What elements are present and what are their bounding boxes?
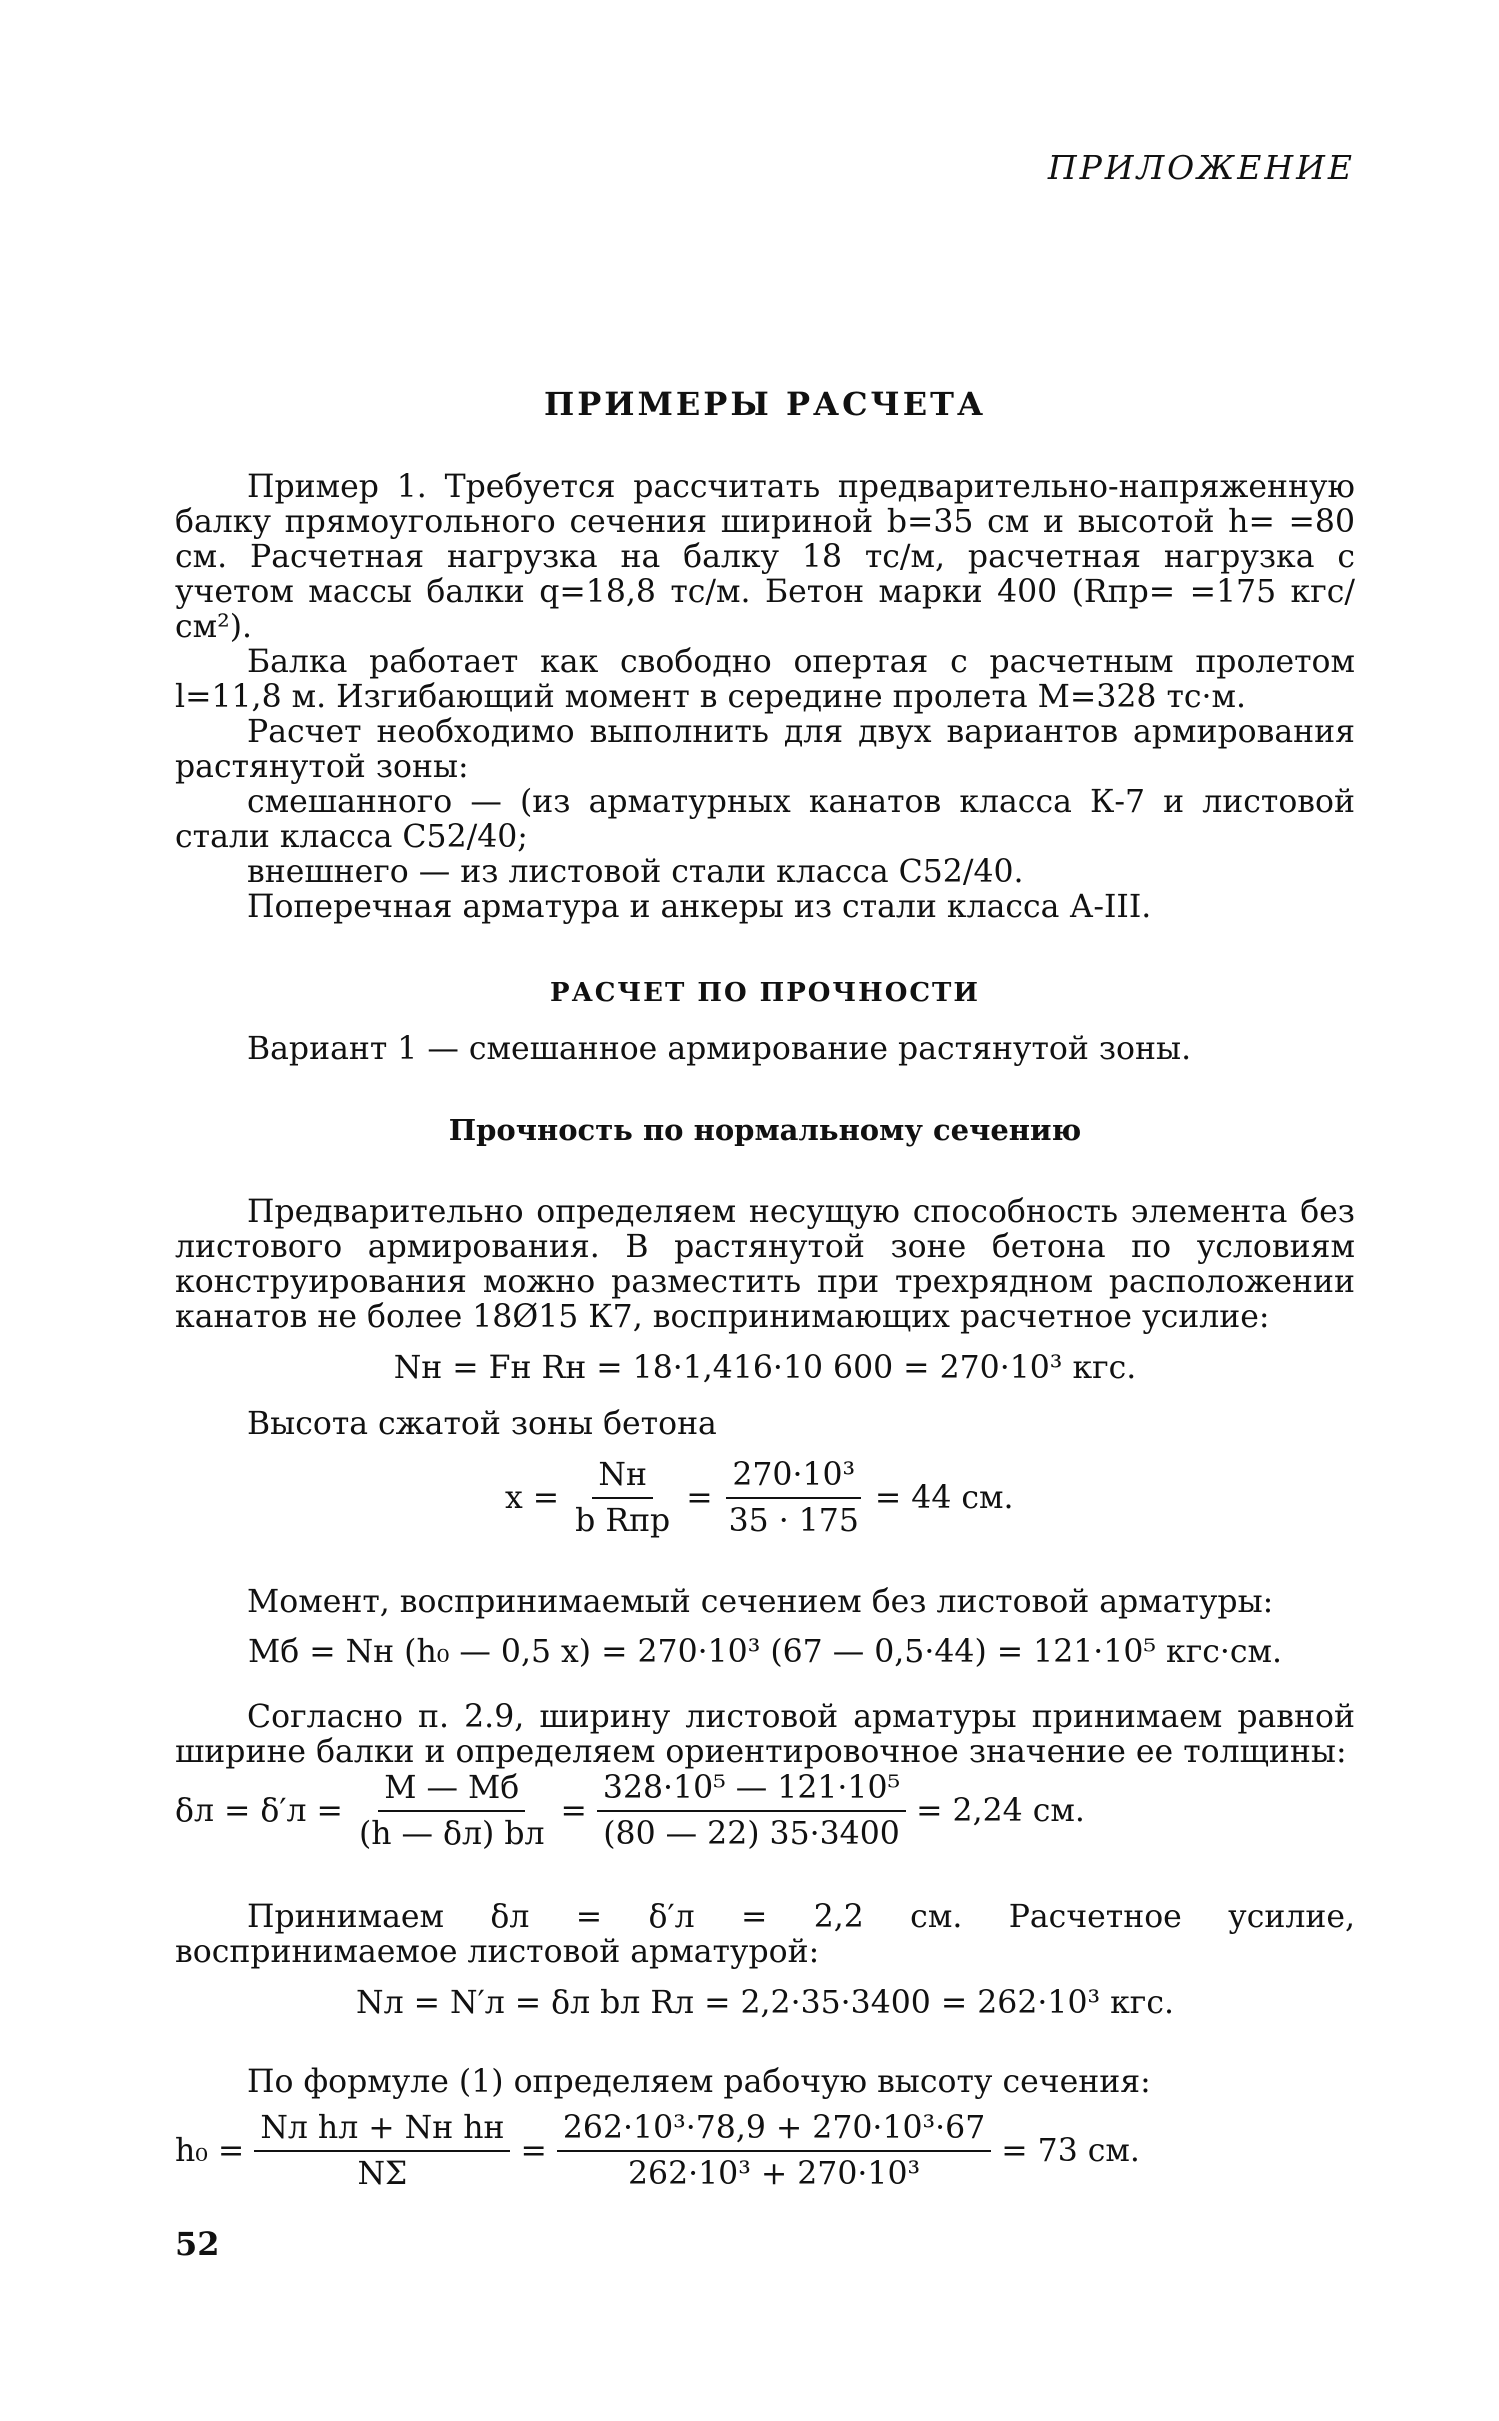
formula-h0-result: = 73 см.: [1001, 2133, 1140, 2169]
formula-x-result: = 44 см.: [874, 1480, 1014, 1516]
formula-h0-lhs: h₀ =: [175, 2133, 245, 2169]
intro-section: [175, 470, 1355, 925]
formula-x-numerator-1: Nн: [592, 1457, 653, 1499]
variant-line: Вариант 1 — смешанное армирование растянутой зоны.: [247, 1031, 1192, 1067]
formula-h0-numerator-2: 262·10³·78,9 + 270·10³·67: [557, 2110, 991, 2152]
page-title: ПРИМЕРЫ РАСЧЕТА: [543, 385, 987, 423]
formula-delta: [175, 1770, 1085, 1852]
formula-h0: [175, 2110, 1140, 2192]
working-height-text: По формуле (1) определяем рабочую высоту сечения:: [247, 2064, 1151, 2100]
moment-text: Момент, воспринимаемый сечением без листовой арматуры:: [247, 1584, 1274, 1620]
according-paragraph: Согласно п. 2.9, ширину листовой арматуры принимаем равной ширине балки и определяем ориентировочное значение ее толщины:: [175, 1699, 1355, 1770]
page-number: 52: [175, 2225, 220, 2263]
variants-paragraph: Расчет необходимо выполнить для двух вариантов армирования растянутой зоны:: [175, 714, 1355, 785]
transverse-paragraph: Поперечная арматура и анкеры из стали класса А-III.: [247, 889, 1152, 925]
formula-delta-fraction-1: [353, 1770, 551, 1852]
formula-x-denominator-1: b Rпр: [575, 1503, 671, 1539]
formula-x-denominator-2: 35 · 175: [728, 1503, 859, 1539]
formula-x-numerator-2: 270·10³: [726, 1457, 861, 1499]
external-variant-paragraph: внешнего — из листовой стали класса С52/40.: [247, 854, 1024, 890]
formula-delta-equals: =: [560, 1793, 587, 1829]
according-section: [175, 1700, 1355, 1770]
formula-x-fraction-1: [569, 1457, 676, 1539]
formula-h0-fraction-2: [557, 2110, 991, 2192]
formula-delta-numerator-2: 328·10⁵ — 121·10⁵: [597, 1770, 906, 1812]
formula-x-fraction-2: [723, 1457, 865, 1539]
formula-h0-denominator-1: NΣ: [357, 2156, 408, 2192]
formula-delta-denominator-1: (h — δл) bл: [358, 1816, 545, 1852]
formula-Mb: Mб = Nн (h₀ — 0,5 x) = 270·10³ (67 — 0,5·44) = 121·10⁵ кгс·см.: [247, 1634, 1283, 1670]
formula-h0-numerator-1: Nл hл + Nн hн: [254, 2110, 510, 2152]
strength-heading: РАСЧЕТ ПО ПРОЧНОСТИ: [550, 978, 980, 1008]
formula-h0-equals: =: [520, 2133, 547, 2169]
formula-h0-denominator-2: 262·10³ + 270·10³: [628, 2156, 921, 2192]
formula-Nn: Nн = Fн Rн = 18·1,416·10 600 = 270·10³ кгс.: [393, 1350, 1137, 1386]
formula-Nl: Nл = N′л = δл bл Rл = 2,2·35·3400 = 262·10³ кгс.: [356, 1985, 1174, 2021]
formula-delta-denominator-2: (80 — 22) 35·3400: [603, 1816, 900, 1852]
formula-delta-numerator-1: M — Mб: [378, 1770, 525, 1812]
preliminary-section: [175, 1195, 1355, 1335]
accept-paragraph: Принимаем δл = δ′л = 2,2 см. Расчетное усилие, воспринимаемое листовой арматурой:: [175, 1899, 1355, 1970]
formula-x: [505, 1457, 1014, 1539]
preliminary-paragraph: Предварительно определяем несущую способность элемента без листового армирования. В растянутой зоне бетона по условиям конструирования можно разместить при трехрядном расположении канатов не более 18Ø15 К7, воспринимающих расчетное усилие:: [175, 1194, 1355, 1335]
normal-section-heading: Прочность по нормальному сечению: [448, 1113, 1082, 1147]
compressed-zone-text: Высота сжатой зоны бетона: [247, 1406, 717, 1442]
appendix-label: ПРИЛОЖЕНИЕ: [1047, 148, 1355, 187]
mixed-variant-paragraph: смешанного — (из арматурных канатов класса К-7 и листовой стали класса С52/40;: [175, 784, 1355, 855]
formula-delta-result: = 2,24 см.: [916, 1793, 1085, 1829]
example-paragraph: Пример 1. Требуется рассчитать предварительно-напряженную балку прямоугольного сечения шириной b=35 см и высотой h= =80 см. Расчетная нагрузка на балку 18 тс/м, расчетная нагрузка с учетом массы балки q=18,8 тс/м. Бетон марки 400 (Rпр= =175 кгс/см²).: [175, 469, 1355, 645]
formula-delta-lhs: δл = δ′л =: [175, 1793, 343, 1829]
formula-x-lhs: x =: [505, 1480, 560, 1516]
accept-section: [175, 1900, 1355, 1970]
beam-paragraph: Балка работает как свободно опертая с расчетным пролетом l=11,8 м. Изгибающий момент в середине пролета M=328 тс·м.: [175, 644, 1355, 715]
document-page: [175, 0, 1355, 2421]
formula-delta-fraction-2: [597, 1770, 906, 1852]
formula-h0-fraction-1: [254, 2110, 510, 2192]
formula-x-equals: =: [686, 1480, 713, 1516]
